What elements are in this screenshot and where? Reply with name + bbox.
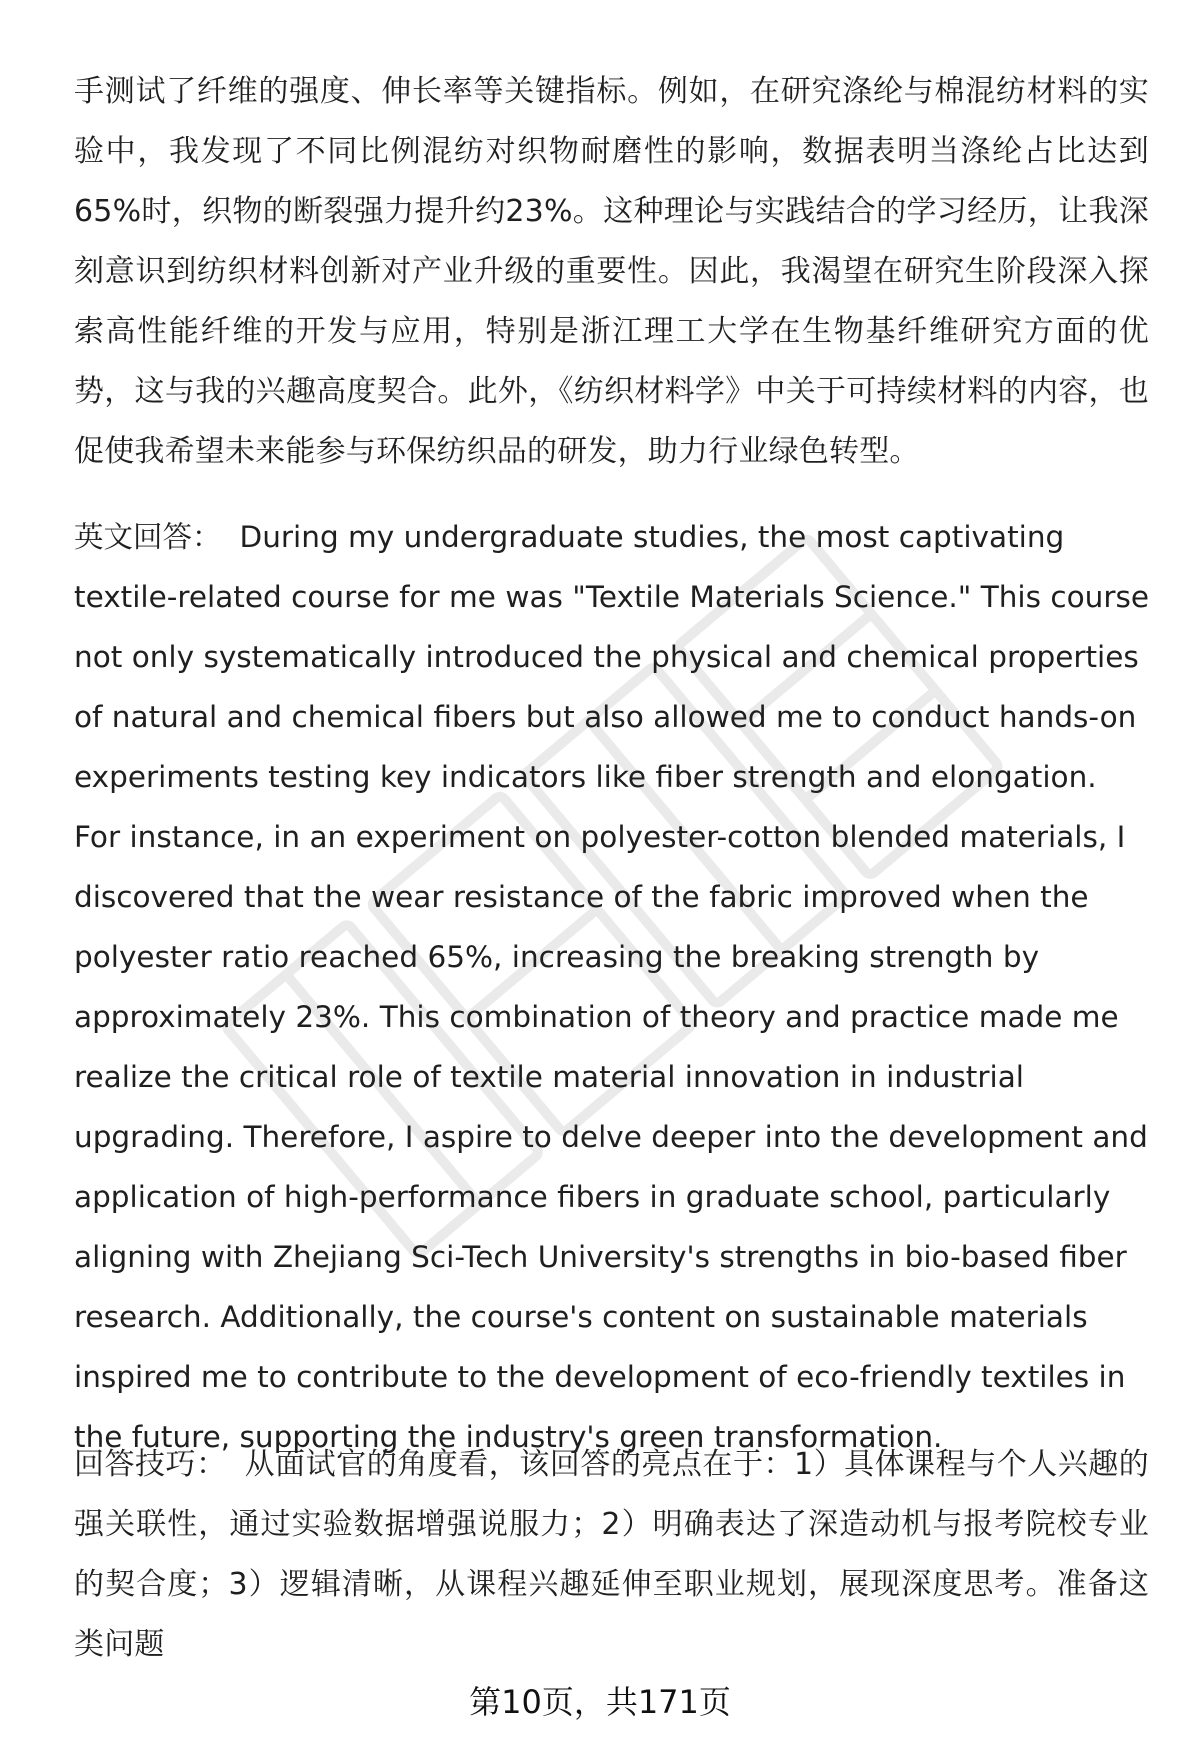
page-number-footer: 第10页，共171页 xyxy=(469,1683,731,1721)
english-answer-text: During my undergraduate studies, the most captivating textile-related course for me was "Textile Materials Science." This course not only systematically introduced the physical and chemical properties of natural and chemical fibers but also allowed me to conduct hands-on experiments testing key indicators like fiber strength and elongation. For instance, in an experiment on polyester-cotton blended materials, I discovered that the wear resistance of the fabric improved when the polyester ratio reached 65%, increasing the breaking strength by approximately 23%. This combination of theory and practice made me realize the critical role of textile material innovation in industrial upgrading. Therefore, I aspire to delve deeper into the development and application of high-performance fibers in graduate school, particularly aligning with Zhejiang Sci-Tech University's strengths in bio-based fiber research. Additionally, the course's content on sustainable materials inspired me to contribute to the development of eco-friendly textiles in the future, supporting the industry's green transformation. xyxy=(74,520,1149,1454)
english-answer-label: 英文回答： xyxy=(74,520,222,554)
answer-tips-label: 回答技巧： xyxy=(74,1447,227,1482)
intro-paragraph xyxy=(74,62,1149,482)
english-answer-paragraph xyxy=(74,507,1149,1467)
answer-tips-paragraph xyxy=(74,1435,1149,1675)
answer-tips-text: 从面试官的角度看，该回答的亮点在于：1）具体课程与个人兴趣的强关联性，通过实验数据增强说服力；2）明确表达了深造动机与报考院校专业的契合度；3）逻辑清晰，从课程兴趣延伸至职业规划，展现深度思考。准备这类问题 xyxy=(74,1447,1149,1662)
intro-text: 手测试了纤维的强度、伸长率等关键指标。例如，在研究涤纶与棉混纺材料的实验中，我发现了不同比例混纺对织物耐磨性的影响，数据表明当涤纶占比达到65%时，织物的断裂强力提升约23%。这种理论与实践结合的学习经历，让我深刻意识到纺织材料创新对产业升级的重要性。因此，我渴望在研究生阶段深入探索高性能纤维的开发与应用，特别是浙江理工大学在生物基纤维研究方面的优势，这与我的兴趣高度契合。此外，《纺织材料学》中关于可持续材料的内容，也促使我希望未来能参与环保纺织品的研发，助力行业绿色转型。 xyxy=(74,74,1149,469)
